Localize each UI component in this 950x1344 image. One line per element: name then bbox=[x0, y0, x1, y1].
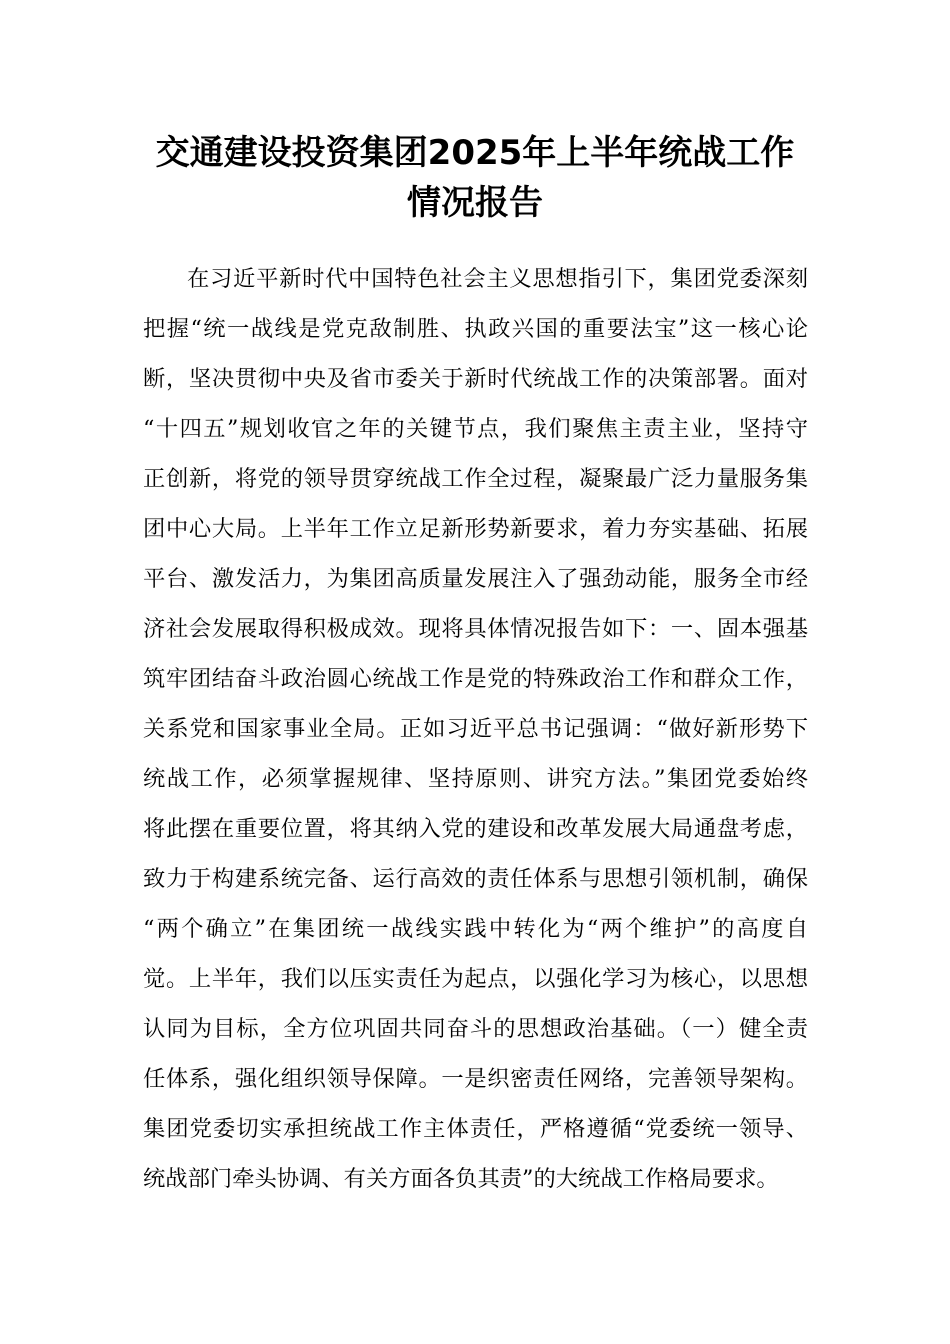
body-line: 将此摆在重要位置，将其纳入党的建设和改革发展大局通盘考虑， bbox=[143, 816, 808, 842]
title-line-2: 情况报告 bbox=[407, 183, 543, 223]
body-line: 团中心大局。上半年工作立足新形势新要求，着力夯实基础、拓展 bbox=[143, 516, 808, 542]
body-line: 关系党和国家事业全局。正如习近平总书记强调：“做好新形势下 bbox=[143, 716, 808, 742]
document-title bbox=[100, 128, 850, 228]
body-line: “两个确立”在集团统一战线实践中转化为“两个维护”的高度自 bbox=[143, 916, 808, 942]
body-line: 集团党委切实承担统战工作主体责任，严格遵循“党委统一领导、 bbox=[143, 1116, 808, 1142]
title-line-1: 交通建设投资集团2025年上半年统战工作 bbox=[155, 133, 795, 173]
body-line: 任体系，强化组织领导保障。一是织密责任网络，完善领导架构。 bbox=[143, 1066, 808, 1092]
body-line: 统战部门牵头协调、有关方面各负其责”的大统战工作格局要求。 bbox=[143, 1166, 779, 1192]
body-paragraph bbox=[143, 254, 808, 1204]
body-line: 致力于构建系统完备、运行高效的责任体系与思想引领机制，确保 bbox=[143, 866, 808, 892]
body-line: “十四五”规划收官之年的关键节点，我们聚焦主责主业，坚持守 bbox=[143, 416, 808, 442]
body-line: 觉。上半年，我们以压实责任为起点，以强化学习为核心，以思想 bbox=[143, 966, 808, 992]
body-line: 在习近平新时代中国特色社会主义思想指引下，集团党委深刻 bbox=[187, 266, 808, 292]
body-line: 筑牢团结奋斗政治圆心统战工作是党的特殊政治工作和群众工作， bbox=[143, 666, 808, 692]
body-line: 统战工作，必须掌握规律、坚持原则、讲究方法。”集团党委始终 bbox=[143, 766, 808, 792]
body-line: 正创新，将党的领导贯穿统战工作全过程，凝聚最广泛力量服务集 bbox=[143, 466, 808, 492]
body-line: 把握“统一战线是党克敌制胜、执政兴国的重要法宝”这一核心论 bbox=[143, 316, 808, 342]
body-line: 断，坚决贯彻中央及省市委关于新时代统战工作的决策部署。面对 bbox=[143, 366, 808, 392]
body-line: 平台、激发活力，为集团高质量发展注入了强劲动能，服务全市经 bbox=[143, 566, 808, 592]
body-line: 济社会发展取得积极成效。现将具体情况报告如下：一、固本强基 bbox=[143, 616, 808, 642]
body-line: 认同为目标，全方位巩固共同奋斗的思想政治基础。（一）健全责 bbox=[143, 1016, 808, 1042]
